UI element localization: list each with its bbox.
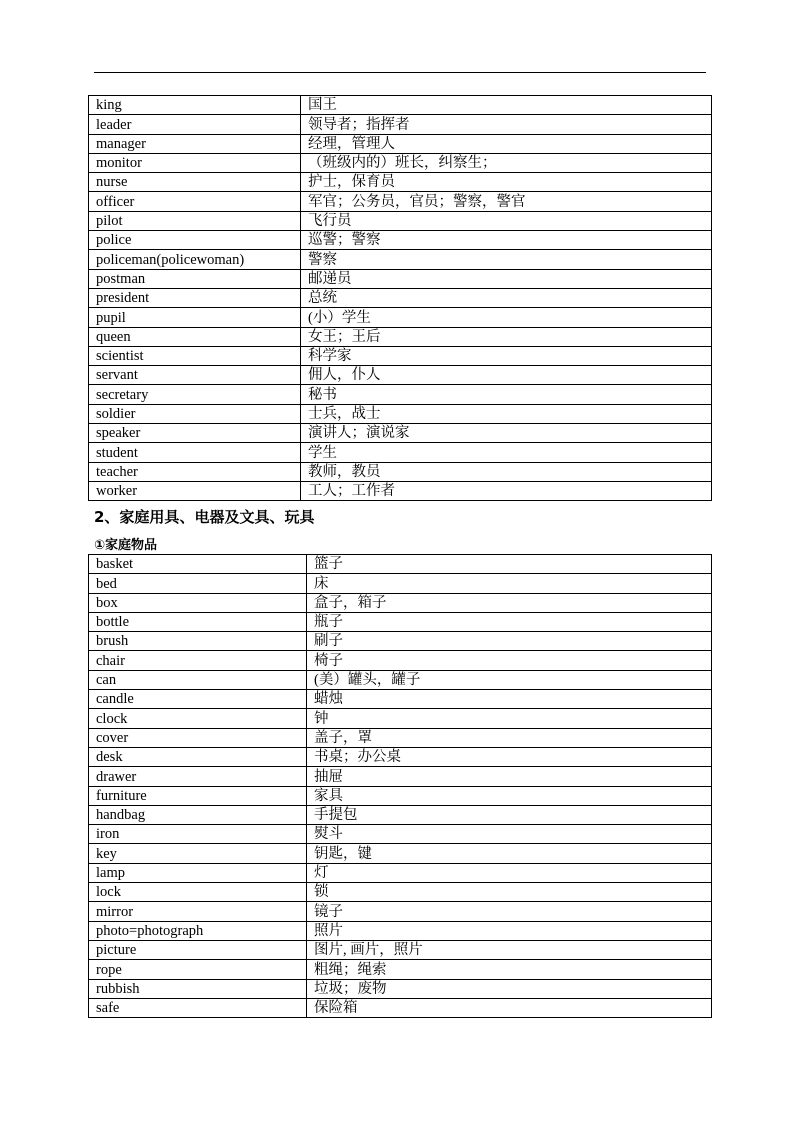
english-word-cell: handbag — [89, 805, 307, 824]
chinese-meaning-cell: 学生 — [301, 443, 712, 462]
subsection-title: ①家庭物品 — [94, 538, 158, 553]
chinese-meaning-cell: 工人；工作者 — [301, 481, 712, 500]
english-word-cell: clock — [89, 709, 307, 728]
table-row — [89, 844, 712, 863]
english-word-cell: photo=photograph — [89, 921, 307, 940]
chinese-meaning-cell: 椅子 — [307, 651, 712, 670]
chinese-meaning-cell: 国王 — [301, 96, 712, 115]
chinese-meaning-cell: 经理，管理人 — [301, 134, 712, 153]
table-row — [89, 481, 712, 500]
english-word-cell: officer — [89, 192, 301, 211]
chinese-meaning-cell: 佣人，仆人 — [301, 366, 712, 385]
table-row — [89, 940, 712, 959]
chinese-meaning-cell: 抽屉 — [307, 767, 712, 786]
english-word-cell: secretary — [89, 385, 301, 404]
table-row — [89, 612, 712, 631]
chinese-meaning-cell: (小）学生 — [301, 308, 712, 327]
chinese-meaning-cell: (美）罐头，罐子 — [307, 670, 712, 689]
table-row — [89, 786, 712, 805]
table-row — [89, 825, 712, 844]
table-row — [89, 728, 712, 747]
table-row — [89, 574, 712, 593]
table-row — [89, 153, 712, 172]
chinese-meaning-cell: 瓶子 — [307, 612, 712, 631]
english-word-cell: leader — [89, 115, 301, 134]
table-row — [89, 404, 712, 423]
chinese-meaning-cell: 教师，教员 — [301, 462, 712, 481]
table-row — [89, 424, 712, 443]
chinese-meaning-cell: 演讲人；演说家 — [301, 424, 712, 443]
english-word-cell: can — [89, 670, 307, 689]
chinese-meaning-cell: 军官；公务员，官员；警察，警官 — [301, 192, 712, 211]
english-word-cell: key — [89, 844, 307, 863]
english-word-cell: monitor — [89, 153, 301, 172]
english-word-cell: lamp — [89, 863, 307, 882]
table-row — [89, 346, 712, 365]
english-word-cell: rope — [89, 960, 307, 979]
chinese-meaning-cell: 熨斗 — [307, 825, 712, 844]
table-row — [89, 231, 712, 250]
table-row — [89, 651, 712, 670]
english-word-cell: queen — [89, 327, 301, 346]
table-row — [89, 902, 712, 921]
english-word-cell: cover — [89, 728, 307, 747]
english-word-cell: teacher — [89, 462, 301, 481]
section-title: 2、家庭用具、电器及文具、玩具 — [94, 508, 315, 526]
english-word-cell: furniture — [89, 786, 307, 805]
table-row — [89, 690, 712, 709]
chinese-meaning-cell: 邮递员 — [301, 269, 712, 288]
chinese-meaning-cell: 图片, 画片，照片 — [307, 940, 712, 959]
english-word-cell: brush — [89, 632, 307, 651]
chinese-meaning-cell: 飞行员 — [301, 211, 712, 230]
chinese-meaning-cell: 盒子，箱子 — [307, 593, 712, 612]
occupation-vocab-table — [88, 95, 712, 501]
chinese-meaning-cell: 刷子 — [307, 632, 712, 651]
english-word-cell: president — [89, 288, 301, 307]
table-row — [89, 709, 712, 728]
table-row — [89, 96, 712, 115]
chinese-meaning-cell: 钟 — [307, 709, 712, 728]
english-word-cell: safe — [89, 998, 307, 1017]
english-word-cell: basket — [89, 555, 307, 574]
english-word-cell: desk — [89, 747, 307, 766]
chinese-meaning-cell: 警察 — [301, 250, 712, 269]
table-row — [89, 555, 712, 574]
table-row — [89, 632, 712, 651]
english-word-cell: speaker — [89, 424, 301, 443]
table-row — [89, 593, 712, 612]
chinese-meaning-cell: 护士，保育员 — [301, 173, 712, 192]
table-row — [89, 327, 712, 346]
table-row — [89, 998, 712, 1017]
english-word-cell: drawer — [89, 767, 307, 786]
chinese-meaning-cell: 士兵，战士 — [301, 404, 712, 423]
chinese-meaning-cell: 灯 — [307, 863, 712, 882]
chinese-meaning-cell: 镜子 — [307, 902, 712, 921]
chinese-meaning-cell: （班级内的）班长，纠察生； — [301, 153, 712, 172]
table-row — [89, 288, 712, 307]
english-word-cell: bed — [89, 574, 307, 593]
english-word-cell: servant — [89, 366, 301, 385]
english-word-cell: lock — [89, 883, 307, 902]
table-row — [89, 250, 712, 269]
chinese-meaning-cell: 巡警；警察 — [301, 231, 712, 250]
table-row — [89, 134, 712, 153]
chinese-meaning-cell: 篮子 — [307, 555, 712, 574]
chinese-meaning-cell: 家具 — [307, 786, 712, 805]
chinese-meaning-cell: 垃圾；废物 — [307, 979, 712, 998]
english-word-cell: police — [89, 231, 301, 250]
table-row — [89, 115, 712, 134]
english-word-cell: manager — [89, 134, 301, 153]
table-row — [89, 863, 712, 882]
table-row — [89, 462, 712, 481]
english-word-cell: soldier — [89, 404, 301, 423]
table-row — [89, 173, 712, 192]
chinese-meaning-cell: 科学家 — [301, 346, 712, 365]
household-items-vocab-table — [88, 554, 712, 1018]
chinese-meaning-cell: 粗绳；绳索 — [307, 960, 712, 979]
english-word-cell: nurse — [89, 173, 301, 192]
english-word-cell: bottle — [89, 612, 307, 631]
english-word-cell: box — [89, 593, 307, 612]
table-row — [89, 979, 712, 998]
table-row — [89, 960, 712, 979]
chinese-meaning-cell: 领导者；指挥者 — [301, 115, 712, 134]
english-word-cell: pilot — [89, 211, 301, 230]
table-row — [89, 308, 712, 327]
chinese-meaning-cell: 照片 — [307, 921, 712, 940]
table-row — [89, 805, 712, 824]
chinese-meaning-cell: 盖子，罩 — [307, 728, 712, 747]
table-row — [89, 767, 712, 786]
english-word-cell: policeman(policewoman) — [89, 250, 301, 269]
chinese-meaning-cell: 女王；王后 — [301, 327, 712, 346]
english-word-cell: scientist — [89, 346, 301, 365]
chinese-meaning-cell: 书桌；办公桌 — [307, 747, 712, 766]
chinese-meaning-cell: 蜡烛 — [307, 690, 712, 709]
table-row — [89, 921, 712, 940]
table-row — [89, 192, 712, 211]
table-row — [89, 366, 712, 385]
table-row — [89, 670, 712, 689]
table-row — [89, 443, 712, 462]
table-row — [89, 385, 712, 404]
english-word-cell: candle — [89, 690, 307, 709]
table-row — [89, 269, 712, 288]
english-word-cell: iron — [89, 825, 307, 844]
english-word-cell: rubbish — [89, 979, 307, 998]
chinese-meaning-cell: 手提包 — [307, 805, 712, 824]
english-word-cell: pupil — [89, 308, 301, 327]
chinese-meaning-cell: 床 — [307, 574, 712, 593]
english-word-cell: chair — [89, 651, 307, 670]
header-rule — [94, 72, 706, 73]
table-row — [89, 747, 712, 766]
chinese-meaning-cell: 保险箱 — [307, 998, 712, 1017]
chinese-meaning-cell: 秘书 — [301, 385, 712, 404]
table-row — [89, 211, 712, 230]
english-word-cell: mirror — [89, 902, 307, 921]
english-word-cell: student — [89, 443, 301, 462]
chinese-meaning-cell: 总统 — [301, 288, 712, 307]
english-word-cell: king — [89, 96, 301, 115]
english-word-cell: postman — [89, 269, 301, 288]
english-word-cell: worker — [89, 481, 301, 500]
english-word-cell: picture — [89, 940, 307, 959]
chinese-meaning-cell: 锁 — [307, 883, 712, 902]
table-row — [89, 883, 712, 902]
chinese-meaning-cell: 钥匙，键 — [307, 844, 712, 863]
